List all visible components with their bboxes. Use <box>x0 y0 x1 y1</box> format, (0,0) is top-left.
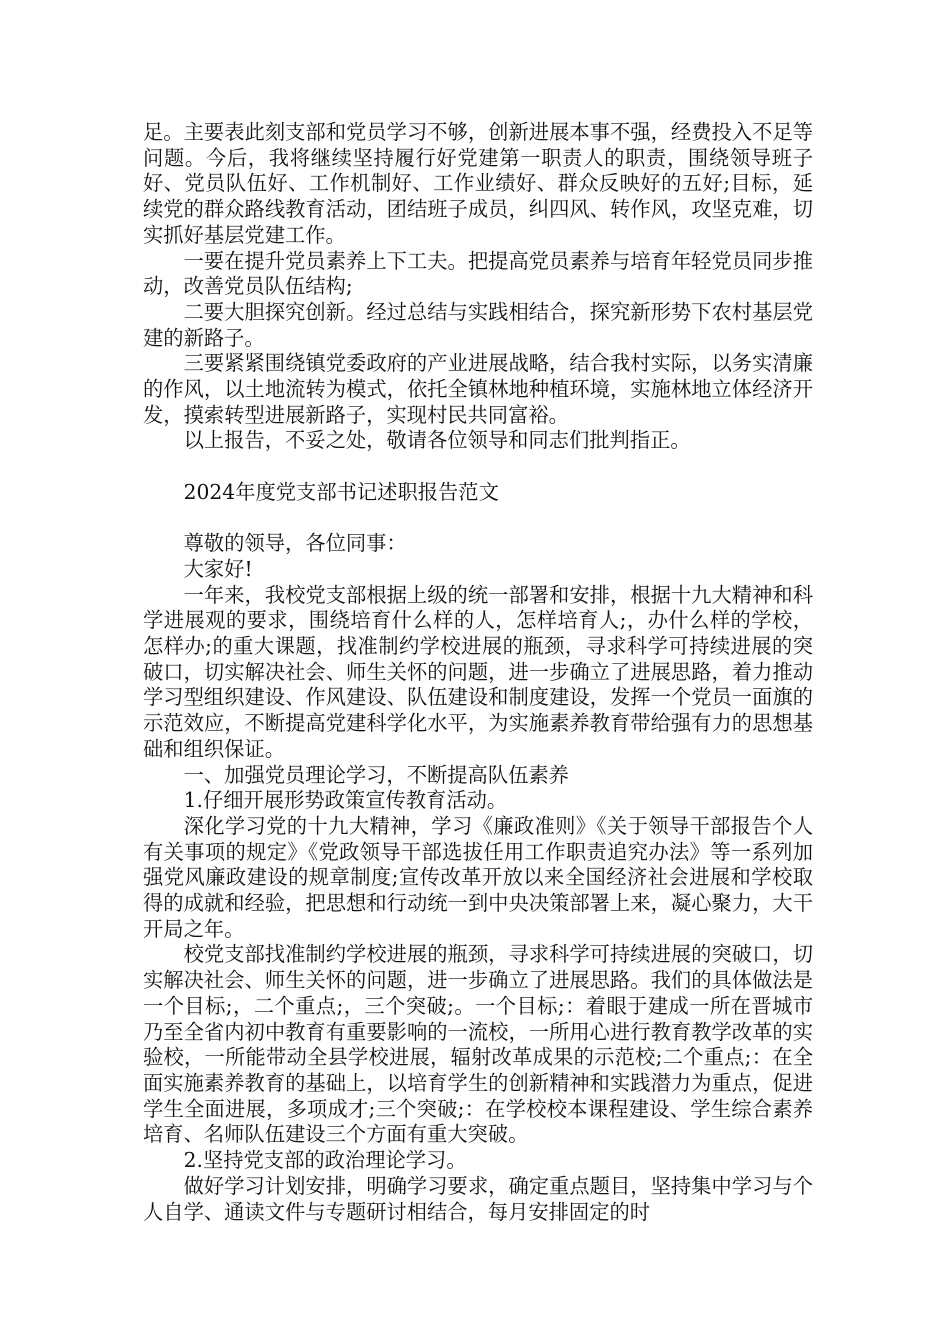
document-title: 2024年度党支部书记述职报告范文 <box>183 479 499 504</box>
document-page <box>143 120 813 1225</box>
spacer <box>143 506 813 532</box>
subsection-heading-2: 2.坚持党支部的政治理论学习。 <box>183 1148 467 1173</box>
paragraph-intro: 一年来，我校党支部根据上级的统一部署和安排，根据十九大精神和科学进展观的要求，围绕培育什么样的人，怎样培育人;，办什么样的学校，怎样办;的重大课题，找准制约学校进展的瓶颈，寻求科学可持续进展的突破口，切实解决社会、师生关怀的问题，进一步确立了进展思路，着力推动学习型组织建设、作风建设、队伍建设和制度建设，发挥一个党员一面旗的示范效应，不断提高党建科学化水平，为实施素养教育带给强有力的思想基础和组织保证。 <box>143 582 813 761</box>
section-heading-one: 一、加强党员理论学习，不断提高队伍素养 <box>183 762 569 787</box>
paragraph-closing: 以上报告，不妥之处，敬请各位领导和同志们批判指正。 <box>183 428 691 453</box>
paragraph-point-one: 一要在提升党员素养上下工夫。把提高党员素养与培育年轻党员同步推动，改善党员队伍结构; <box>143 248 813 299</box>
paragraph-goals: 校党支部找准制约学校进展的瓶颈，寻求科学可持续进展的突破口，切实解决社会、师生关怀的问题，进一步确立了进展思路。我们的具体做法是一个目标;，二个重点;，三个突破;。一个目标;：着眼于建成一所在晋城市乃至全省内初中教育有重要影响的一流校，一所用心进行教育教学改革的实验校，一所能带动全县学校进展，辐射改革成果的示范校;二个重点;：在全面实施素养教育的基础上，以培育学生的创新精神和实践潜力为重点，促进学生全面进展，多项成才;三个突破;：在学校校本课程建设、学生综合素养培育、名师队伍建设三个方面有重大突破。 <box>143 942 813 1147</box>
paragraph-study-plan: 做好学习计划安排，明确学习要求，确定重点题目，坚持集中学习与个人自学、通读文件与专题研讨相结合，每月安排固定的时 <box>143 1173 813 1224</box>
spacer <box>143 454 813 480</box>
greeting: 大家好! <box>183 556 253 581</box>
paragraph-study: 深化学习党的十九大精神，学习《廉政准则》《关于领导干部报告个人有关事项的规定》《党政领导干部选拔任用工作职责追究办法》等一系列加强党风廉政建设的规章制度;宣传改革开放以来全国经济社会进展和学校取得的成就和经验，把思想和行动统一到中央决策部署上来，凝心聚力，大干开局之年。 <box>143 813 813 941</box>
paragraph-point-three: 三要紧紧围绕镇党委政府的产业进展战略，结合我村实际，以务实清廉的作风，以土地流转为模式，依托全镇林地种植环境，实施林地立体经济开发，摸索转型进展新路子，实现村民共同富裕。 <box>143 351 813 427</box>
paragraph-continuation: 足。主要表此刻支部和党员学习不够，创新进展本事不强，经费投入不足等问题。今后，我将继续坚持履行好党建第一职责人的职责，围绕领导班子好、党员队伍好、工作机制好、工作业绩好、群众反映好的五好;目标，延续党的群众路线教育活动，团结班子成员，纠四风、转作风，攻坚克难，切实抓好基层党建工作。 <box>143 120 813 247</box>
paragraph-point-two: 二要大胆探究创新。经过总结与实践相结合，探究新形势下农村基层党建的新路子。 <box>143 299 813 350</box>
salutation: 尊敬的领导，各位同事： <box>183 531 407 556</box>
subsection-heading-1: 1.仔细开展形势政策宣传教育活动。 <box>183 788 508 813</box>
